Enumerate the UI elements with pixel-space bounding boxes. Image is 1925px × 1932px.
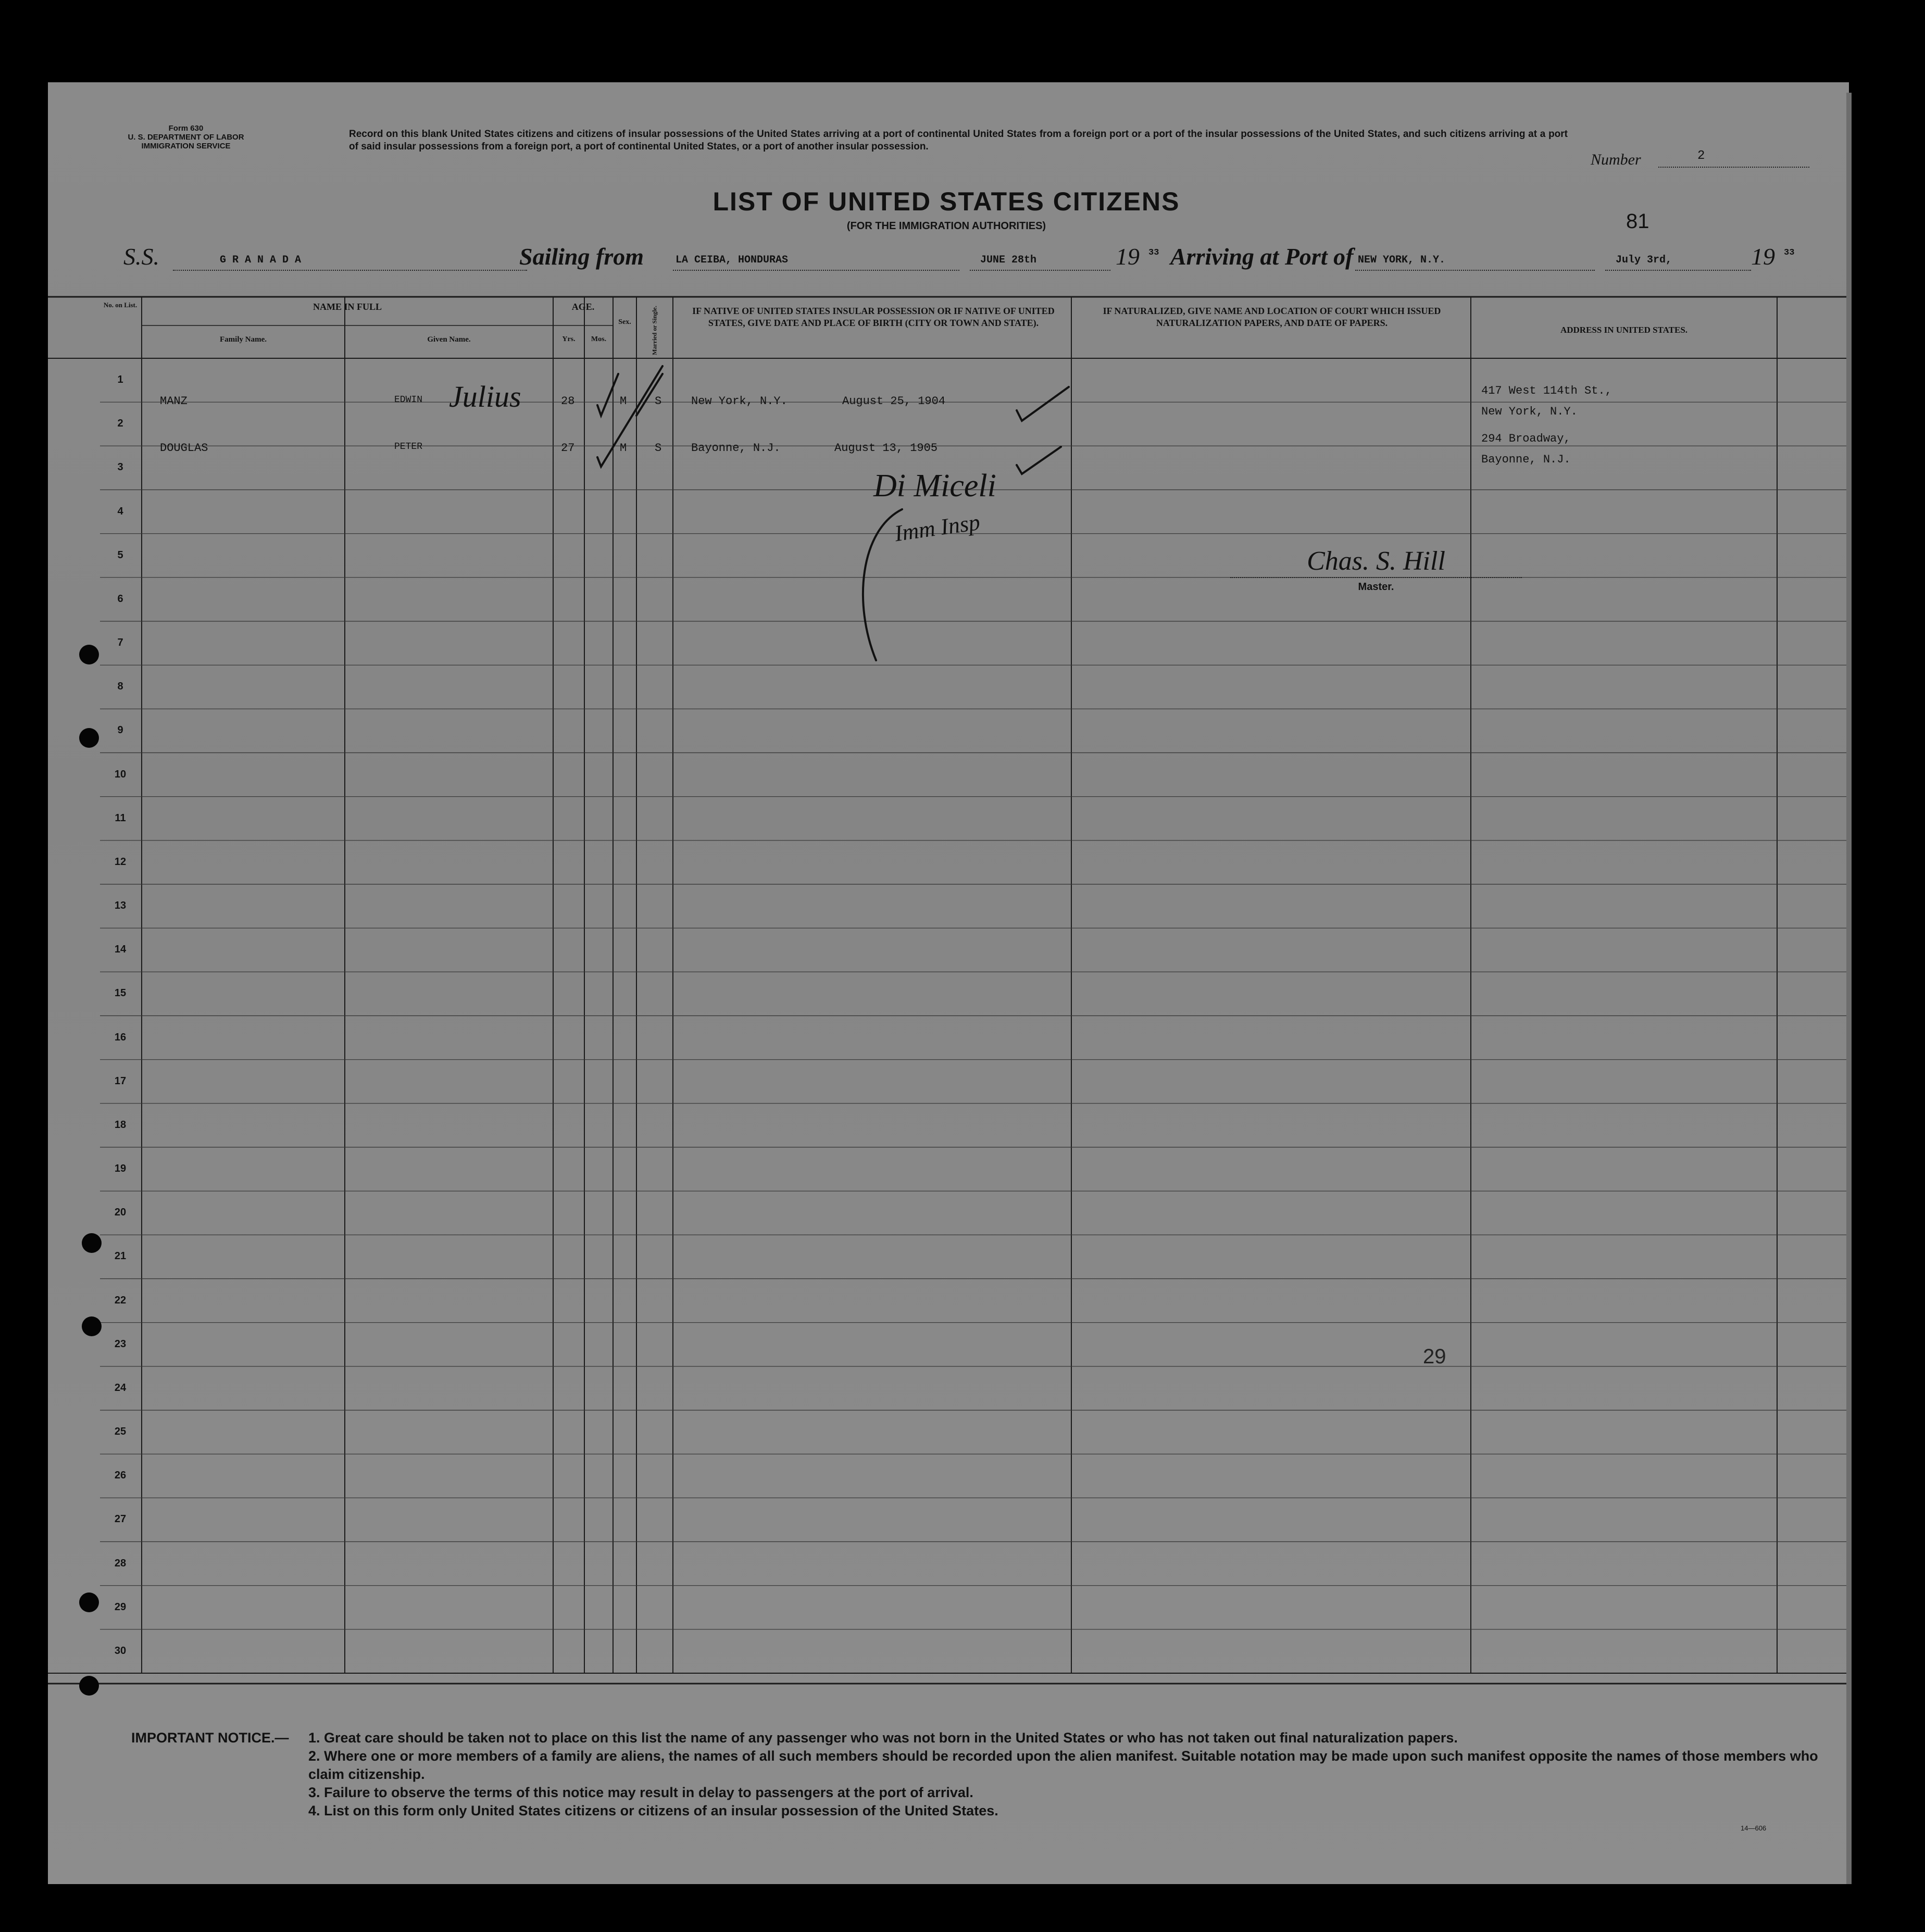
row-number: 9 — [117, 724, 123, 736]
passenger-1-status: S — [655, 395, 662, 408]
page-subtitle: (FOR THE IMMIGRATION AUTHORITIES) — [846, 220, 1046, 232]
punch-hole — [79, 1592, 99, 1612]
footer-code: 14—606 — [1741, 1824, 1767, 1832]
row-number: 18 — [114, 1119, 127, 1131]
master-signature-block — [1230, 546, 1522, 593]
header-age: AGE. — [571, 302, 595, 312]
passenger-2-address-2: Bayonne, N.J. — [1481, 453, 1571, 466]
passenger-1-address-1: 417 West 114th St., — [1481, 384, 1612, 397]
header-family-name: Family Name. — [220, 335, 267, 344]
passenger-2-birth-date: August 13, 1905 — [834, 442, 938, 455]
punch-hole — [79, 645, 99, 664]
arrival-date: July 3rd, — [1616, 254, 1672, 266]
passenger-1-birth-place: New York, N.Y. — [691, 395, 788, 408]
passenger-1-given: EDWIN — [394, 395, 423, 405]
row-number: 23 — [114, 1338, 127, 1350]
page-number: 81 — [1626, 210, 1649, 233]
passenger-2-birth-place: Bayonne, N.J. — [691, 442, 781, 455]
passenger-1-sex: M — [620, 395, 627, 408]
row-number: 13 — [114, 900, 127, 912]
sailing-label: Sailing from — [519, 243, 644, 270]
punch-hole — [79, 1676, 99, 1696]
row-number: 29 — [114, 1601, 127, 1613]
punch-hole — [79, 728, 99, 748]
row-number: 7 — [117, 637, 123, 649]
header-married-single: Married or Single. — [651, 306, 658, 355]
row-number: 21 — [114, 1250, 127, 1262]
header-sex: Sex. — [618, 318, 631, 326]
passenger-2-given: PETER — [394, 442, 423, 452]
inspector-note: Imm Insp — [893, 509, 982, 547]
ship-name: G R A N A D A — [220, 254, 302, 266]
row-number: 26 — [114, 1470, 127, 1482]
row-number: 1 — [117, 374, 123, 386]
row-number: 24 — [114, 1382, 127, 1394]
row-number: 25 — [114, 1426, 127, 1438]
punch-hole — [82, 1316, 102, 1336]
row-number: 27 — [114, 1513, 127, 1525]
row-number: 12 — [114, 856, 127, 868]
sailing-year: 33 — [1148, 248, 1159, 258]
row-number: 28 — [114, 1557, 127, 1569]
row-number: 15 — [114, 987, 127, 999]
notice-item-2: 2. Where one or more members of a family are aliens, the names of all such members should be recorded upon the alien manifest. Suitable notation may be made upon such manifest opposite the names of those members who claim citizenship. — [308, 1748, 1818, 1782]
intro-text: Record on this blank United States citizens and citizens of insular possessions of the United States arriving at a port of continental United States from a foreign port or a port of the insular possessions of the United States, and such citizens arriving at a port of said insular possessions from a foreign port, a port of continental United States, or a port of another insular possession. — [349, 129, 1568, 152]
header-given-name: Given Name. — [427, 335, 471, 344]
punch-hole — [82, 1233, 102, 1253]
ss-label: S.S. — [123, 243, 159, 270]
document-page — [48, 82, 1849, 1884]
row-number: 14 — [114, 944, 127, 956]
master-signature-line — [1230, 577, 1522, 578]
notice-item-3: 3. Failure to observe the terms of this notice may result in delay to passengers at the port of arrival. — [308, 1785, 973, 1800]
row-number: 5 — [117, 549, 123, 561]
passenger-2-sex: M — [620, 442, 627, 455]
passenger-2-yrs: 27 — [561, 442, 575, 455]
row-number: 16 — [114, 1031, 127, 1043]
passenger-1-family: MANZ — [160, 395, 188, 408]
row-number: 17 — [114, 1075, 127, 1087]
notice-label: IMPORTANT NOTICE.— — [131, 1730, 289, 1746]
passenger-2-family: DOUGLAS — [160, 442, 208, 455]
passenger-1-given-handwritten: Julius — [449, 380, 521, 413]
check-marks — [48, 82, 1849, 1884]
header-naturalized: IF NATURALIZED, GIVE NAME AND LOCATION OF COURT WHICH ISSUED NATURALIZATION PAPERS, AND DATE OF PAPERS. — [1103, 306, 1441, 328]
notice-item-4: 4. List on this form only United States citizens or citizens of an insular possession of the United States. — [308, 1803, 998, 1818]
sailing-year-prefix: 19 — [1116, 243, 1140, 270]
passenger-1-yrs: 28 — [561, 395, 575, 408]
header-yrs: Yrs. — [562, 335, 576, 343]
passenger-2-status: S — [655, 442, 662, 455]
arriving-label: Arriving at Port of — [1170, 243, 1354, 270]
passenger-1-birth-date: August 25, 1904 — [842, 395, 946, 408]
notice-item-1: 1. Great care should be taken not to place on this list the name of any passenger who was not born in the United States or who has not taken out final naturalization papers. — [308, 1730, 1458, 1746]
row-number: 10 — [114, 768, 127, 780]
page-title: LIST OF UNITED STATES CITIZENS — [712, 187, 1180, 216]
inspector-signature: Di Miceli — [873, 468, 996, 504]
form-number: Form 630 — [168, 124, 204, 133]
arrival-year-prefix: 19 — [1751, 243, 1775, 270]
sailing-from: LA CEIBA, HONDURAS — [676, 254, 789, 266]
row-number: 4 — [117, 505, 123, 517]
number-label: Number — [1591, 151, 1641, 168]
sailing-date: JUNE 28th — [980, 254, 1037, 266]
passenger-2-address-1: 294 Broadway, — [1481, 432, 1571, 445]
header-mos: Mos. — [591, 335, 607, 343]
row-number: 2 — [117, 418, 123, 430]
stamp-number: 29 — [1423, 1345, 1446, 1368]
passenger-1-address-2: New York, N.Y. — [1481, 405, 1578, 418]
page-edge — [1846, 93, 1852, 1884]
master-label: Master. — [1358, 581, 1394, 593]
header-address: ADDRESS IN UNITED STATES. — [1560, 325, 1688, 335]
header-no-on-list: No. on List. — [103, 301, 138, 309]
notice-list — [308, 1729, 1819, 1820]
arriving-port: NEW YORK, N.Y. — [1358, 254, 1446, 266]
arrival-year: 33 — [1784, 248, 1795, 258]
master-signature: Chas. S. Hill — [1307, 546, 1445, 576]
header-name-in-full: NAME IN FULL — [312, 302, 382, 312]
row-number: 6 — [117, 593, 123, 605]
row-number: 8 — [117, 681, 123, 693]
number-value: 2 — [1697, 149, 1705, 163]
row-number: 19 — [114, 1163, 127, 1175]
row-number: 30 — [114, 1645, 127, 1657]
row-number: 3 — [117, 461, 123, 473]
row-number: 11 — [115, 812, 126, 824]
header-birth: IF NATIVE OF UNITED STATES INSULAR POSSESSION OR IF NATIVE OF UNITED STATES, GIVE DATE AND PLACE OF BIRTH (CITY OR TOWN AND STATE). — [692, 306, 1055, 328]
department-name: U. S. DEPARTMENT OF LABOR — [128, 133, 244, 142]
row-number: 20 — [114, 1207, 127, 1219]
row-number: 22 — [114, 1294, 127, 1306]
service-name: IMMIGRATION SERVICE — [141, 142, 231, 150]
